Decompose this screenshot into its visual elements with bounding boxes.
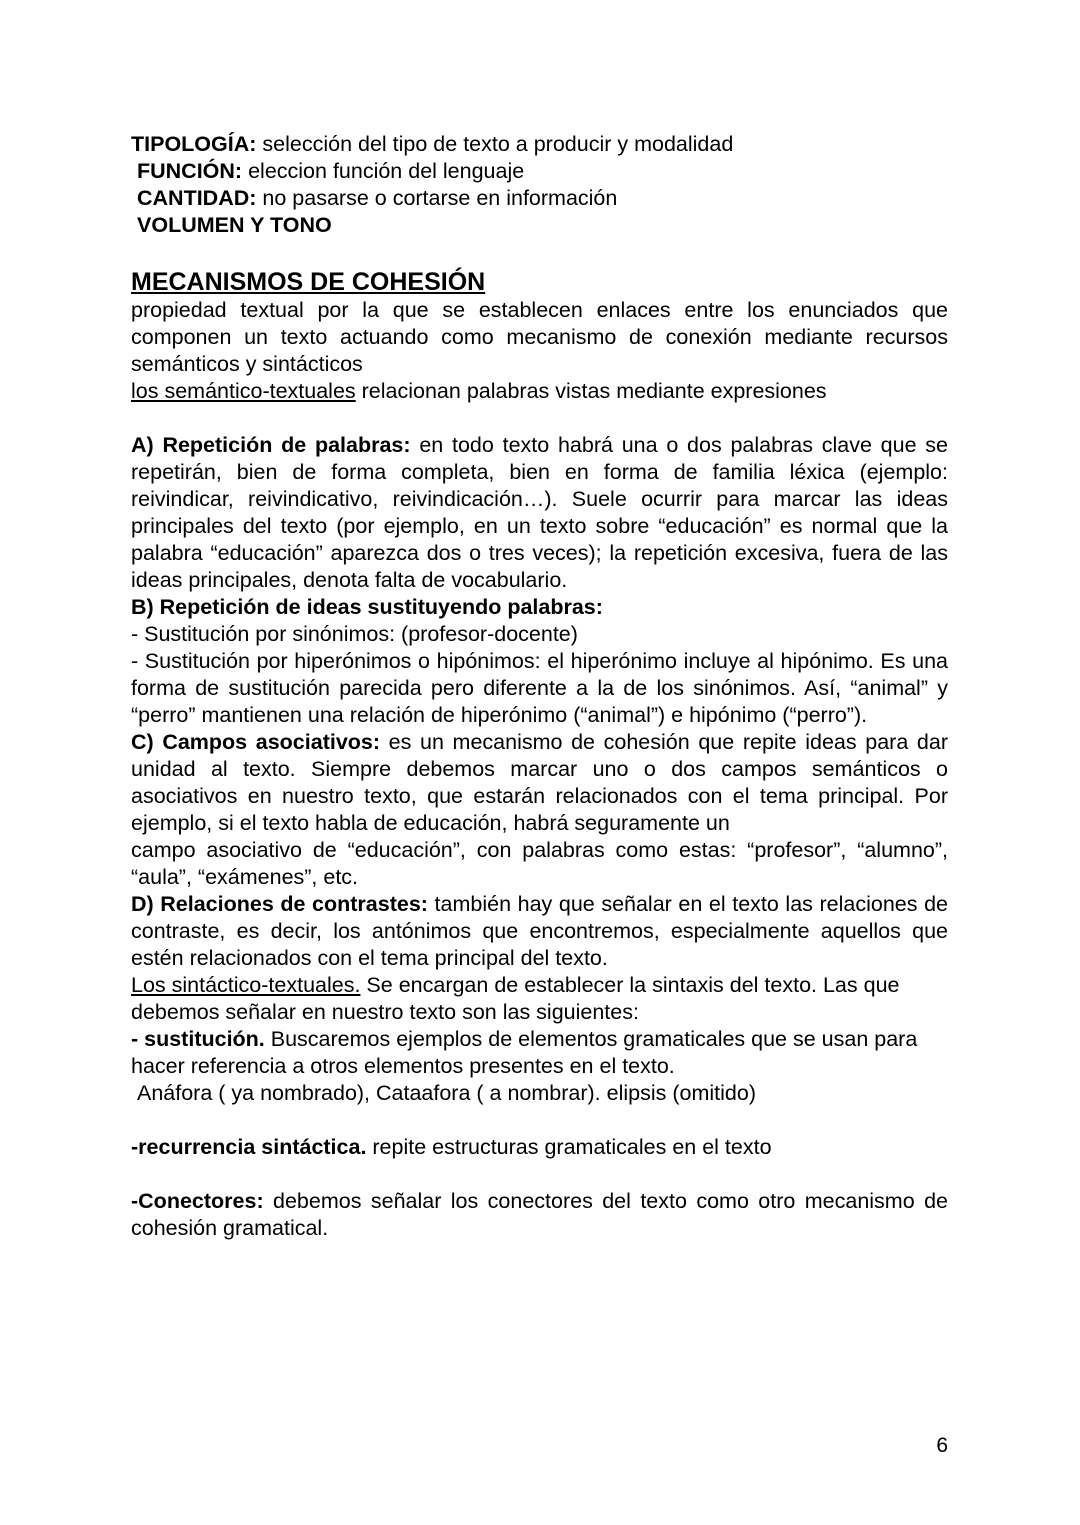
paragraph-a-text: en todo texto habrá una o dos palabras clave que se repetirán, bien de forma completa, bien en forma de familia léxica (ejemplo: reivindicar, reivindicativo, reivindicación…). Suele ocurrir para marcar las ideas principales del texto (por ejemplo, en un texto sobre “educación” es normal que la palabra “educación” aparezca dos o tres veces); la repetición excesiva, fuera de las ideas principales, denota falta de vocabulario.	[131, 433, 948, 592]
volumen-label: VOLUMEN Y TONO	[137, 213, 332, 237]
semantic-text: relacionan palabras vistas mediante expresiones	[355, 379, 827, 403]
paragraph-c-text: es un mecanismo de cohesión que repite ideas para dar unidad al texto. Siempre debemos marcar uno o dos campos semánticos o asociativos en nuestro texto, que estarán relacionados con el tema principal. Por ejemplo, si el texto habla de educación, habrá seguramente un	[131, 730, 948, 835]
paragraph-a	[131, 432, 948, 594]
conectores-label: -Conectores:	[131, 1189, 264, 1213]
tipologia-text: selección del tipo de texto a producir y modalidad	[256, 132, 734, 156]
spacer	[131, 1107, 948, 1134]
spacer	[131, 1161, 948, 1188]
syntactic-paragraph	[131, 972, 948, 1026]
paragraph-d-text: también hay que señalar en el texto las relaciones de contraste, es decir, los antónimos que encontremos, especialmente aquellos que estén relacionados con el tema principal del texto.	[131, 892, 948, 970]
cantidad-label: CANTIDAD:	[137, 186, 257, 210]
recurrencia-line	[131, 1134, 948, 1161]
semantic-label: los semántico-textuales	[131, 379, 356, 403]
section-intro: propiedad textual por la que se establecen enlaces entre los enunciados que componen un texto actuando como mecanismo de conexión mediante recursos semánticos y sintácticos	[131, 298, 948, 376]
anafora-line: Anáfora ( ya nombrado), Cataafora ( a nombrar). elipsis (omitido)	[137, 1081, 756, 1105]
section-title: MECANISMOS DE COHESIÓN	[131, 268, 486, 296]
paragraph-c-continued: campo asociativo de “educación”, con palabras como estas: “profesor”, “alumno”, “aula”, “exámenes”, etc.	[131, 838, 948, 889]
paragraph-b-title	[131, 594, 948, 621]
sustitucion-label: - sustitución.	[131, 1027, 265, 1051]
recurrencia-text: repite estructuras gramaticales en el texto	[366, 1135, 772, 1159]
paragraph-d-label: D) Relaciones de contrastes:	[131, 892, 428, 916]
paragraph-d	[131, 891, 948, 972]
conectores-paragraph	[131, 1188, 948, 1242]
paragraph-b-label: B) Repetición de ideas sustituyendo palabras:	[131, 595, 603, 619]
spacer	[131, 405, 948, 432]
paragraph-b-item-2: - Sustitución por hiperónimos o hipónimos: el hiperónimo incluye al hipónimo. Es una forma de sustitución parecida pero diferente a la de los sinónimos. Así, “animal” y “perro” mantienen una relación de hiperónimo (“animal”) e hipónimo (“perro”).	[131, 649, 948, 727]
syntactic-text: Se encargan de establecer la sintaxis del texto. Las que debemos señalar en nuestro texto son las siguientes:	[131, 973, 900, 1024]
page-content	[131, 131, 948, 1242]
funcion-line	[131, 158, 948, 185]
tipologia-line	[131, 131, 948, 158]
funcion-label: FUNCIÓN:	[137, 159, 243, 183]
funcion-text: eleccion función del lenguaje	[242, 159, 525, 183]
conectores-text: debemos señalar los conectores del texto como otro mecanismo de cohesión gramatical.	[131, 1189, 948, 1240]
page-number: 6	[936, 1434, 948, 1457]
tipologia-label: TIPOLOGÍA:	[131, 132, 257, 156]
paragraph-c-label: C) Campos asociativos:	[131, 730, 381, 754]
sustitucion-paragraph	[131, 1026, 948, 1080]
volumen-line	[131, 212, 948, 239]
paragraph-c	[131, 729, 948, 837]
paragraph-b-item-1: - Sustitución por sinónimos: (profesor-docente)	[131, 622, 578, 646]
recurrencia-label: -recurrencia sintáctica.	[131, 1135, 367, 1159]
cantidad-line	[131, 185, 948, 212]
cantidad-text: no pasarse o cortarse en información	[256, 186, 618, 210]
syntactic-label: Los sintáctico-textuales.	[131, 973, 361, 997]
semantic-line	[131, 378, 948, 405]
paragraph-a-label: A) Repetición de palabras:	[131, 433, 411, 457]
sustitucion-text: Buscaremos ejemplos de elementos gramaticales que se usan para hacer referencia a otros elementos presentes en el texto.	[131, 1027, 918, 1078]
